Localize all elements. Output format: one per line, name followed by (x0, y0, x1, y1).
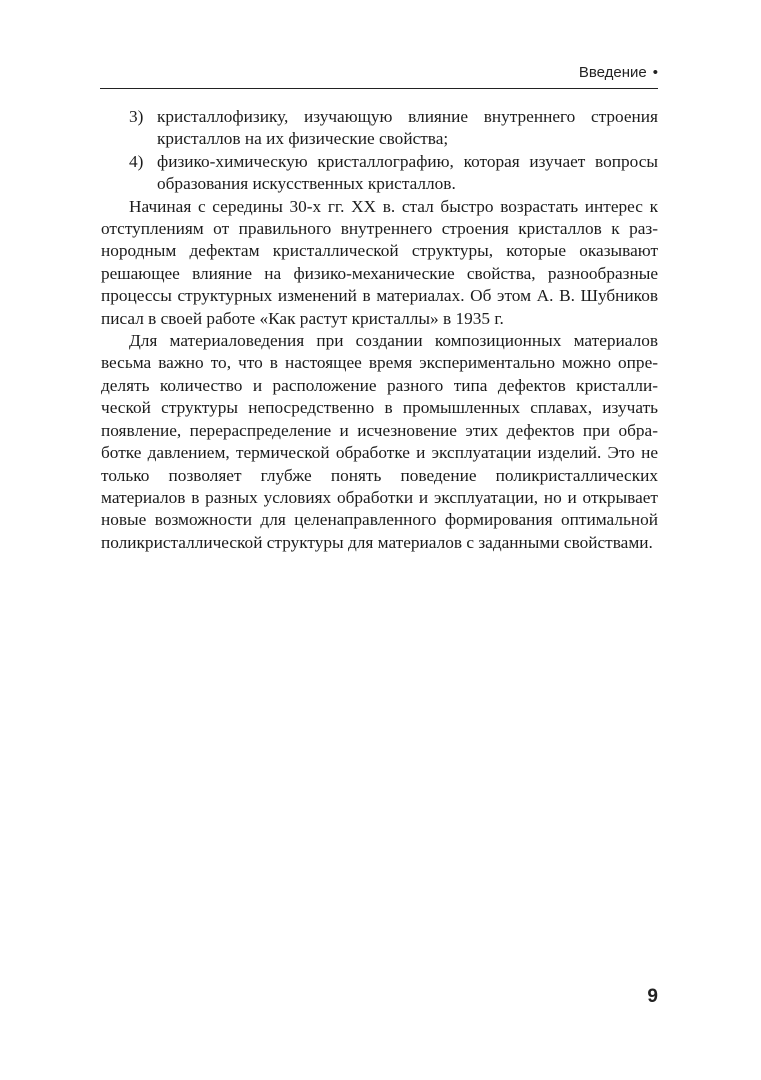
list-item-number: 3) (129, 107, 144, 126)
section-title: Введение (578, 64, 647, 81)
list-item-text: физико-химическую кристаллографию, которая изучает вопросы образования искусственных кристаллов. (157, 151, 658, 194)
page-number: 9 (647, 986, 658, 1007)
paragraph-defects-history: Начиная с середины 30-х гг. XX в. стал быстро возрастать интерес к отступлениям от правильного внутреннего строения кристаллов к разнородным дефектам кристаллической структуры, которые оказывают решающее влияние на физико-механические свойства, разнообразные процессы структурных изменений в материалах. Об этом А. В. Шубников писал в своей работе «Как растут кристаллы» в 1935 г. (101, 196, 658, 328)
list-item-3 (101, 106, 658, 151)
paragraph-materials-science: Для материаловедения при создании композиционных материалов весьма важно то, что в настоящее время экспериментально можно определять количество и расположение разного типа дефектов кристаллической структуры непосредственно в промышленных сплавах, изучать появление, перераспределение и исчезновение этих дефектов при обработке давлением, термической обработке и эксплуатации изделий. Это не только позволяет глубже понять поведение поликристаллических материалов в разных условиях обработки и эксплуатации, но и открывает новые возможности для целенаправленного формирования оптимальной поликристаллической структуры для материалов с заданными свойствами. (101, 331, 658, 552)
header-rule (100, 88, 658, 89)
page-body (101, 106, 658, 554)
list-item-4 (101, 151, 658, 196)
running-header (100, 64, 658, 84)
bullet-icon: • (652, 64, 658, 81)
list-item-number: 4) (129, 151, 144, 171)
list-item-text: кристаллофизику, изучающую влияние внутреннего строения кристаллов на их физические свойства; (157, 107, 658, 149)
